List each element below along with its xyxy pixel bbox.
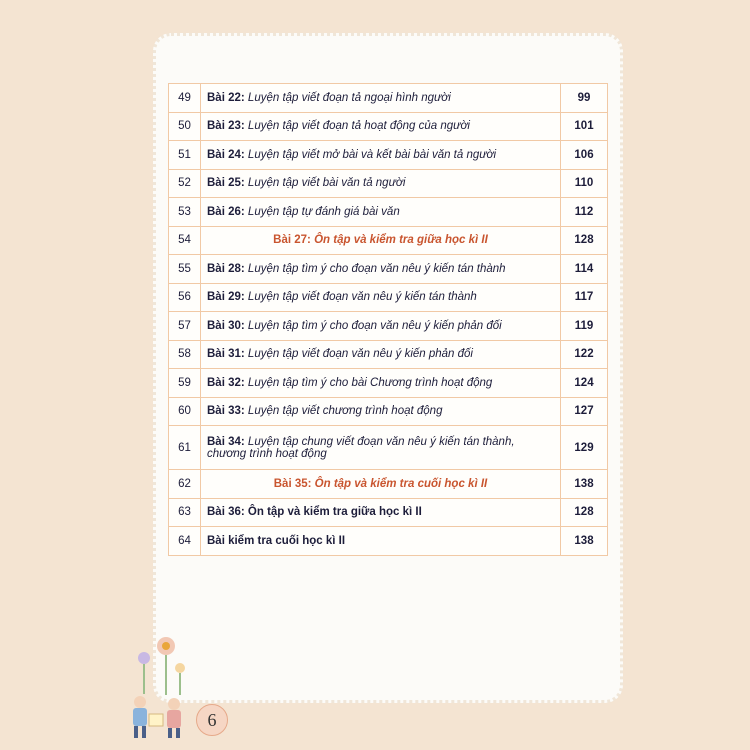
- lesson-title: Luyện tập viết mở bài và kết bài bài văn tả người: [247, 148, 497, 161]
- lesson-label: Bài 33:: [207, 405, 245, 418]
- lesson-label: Bài 23:: [207, 120, 245, 133]
- row-number: 55: [169, 255, 201, 284]
- row-page: 122: [561, 340, 608, 369]
- row-number: 63: [169, 498, 201, 527]
- row-content: [201, 498, 561, 527]
- row-content: [201, 312, 561, 341]
- row-number: 49: [169, 84, 201, 113]
- lesson-label: Bài 28:: [207, 262, 245, 275]
- lesson-title: Luyện tập viết bài văn tả người: [247, 177, 406, 190]
- lesson-title: Luyện tập tìm ý cho bài Chương trình hoạt động: [247, 376, 493, 389]
- lesson-title: Luyện tập tìm ý cho đoạn văn nêu ý kiến phản đối: [247, 319, 502, 332]
- row-number: 56: [169, 283, 201, 312]
- row-number: 60: [169, 397, 201, 426]
- lesson-label: Bài 30:: [207, 319, 245, 332]
- lesson-title: Ôn tập và kiểm tra giữa học kì II: [247, 506, 422, 519]
- lesson-label: Bài 35:: [273, 477, 312, 490]
- table-row: [169, 198, 608, 227]
- lesson-label: Bài 31:: [207, 348, 245, 361]
- row-content: [201, 84, 561, 113]
- row-page: 114: [561, 255, 608, 284]
- lesson-label: Bài 29:: [207, 291, 245, 304]
- table-row: [169, 397, 608, 426]
- row-page: 110: [561, 169, 608, 198]
- lesson-label: Bài 34:: [207, 435, 245, 448]
- row-content: [201, 340, 561, 369]
- row-number: 59: [169, 369, 201, 398]
- row-content: [201, 369, 561, 398]
- table-row: [169, 369, 608, 398]
- row-content: [201, 255, 561, 284]
- lesson-label: Bài 22:: [207, 91, 245, 104]
- row-content: [201, 470, 561, 499]
- row-page: 106: [561, 141, 608, 170]
- row-content: [201, 198, 561, 227]
- row-number: 50: [169, 112, 201, 141]
- lesson-label: Bài 26:: [207, 205, 245, 218]
- row-content: [201, 112, 561, 141]
- flower-icon: [138, 637, 185, 695]
- row-number: 57: [169, 312, 201, 341]
- row-page: 129: [561, 426, 608, 470]
- page-number: 6: [196, 704, 228, 736]
- lesson-title: Luyện tập tìm ý cho đoạn văn nêu ý kiến tán thành: [247, 262, 506, 275]
- row-page: 99: [561, 84, 608, 113]
- table-row: [169, 426, 608, 470]
- table-row: [169, 169, 608, 198]
- row-page: 117: [561, 283, 608, 312]
- lesson-label: Bài 25:: [207, 177, 245, 190]
- lesson-title: Ôn tập và kiểm tra cuối học kì II: [314, 477, 488, 490]
- row-content: [201, 527, 561, 556]
- lesson-label: Bài 36:: [207, 506, 245, 519]
- row-content: [201, 169, 561, 198]
- lesson-title: Luyện tập viết chương trình hoạt động: [247, 405, 443, 418]
- row-page: 138: [561, 470, 608, 499]
- row-content: [201, 426, 561, 470]
- lesson-title: Luyện tập viết đoạn tả ngoại hình người: [247, 91, 451, 104]
- lesson-label: Bài 27:: [273, 234, 311, 247]
- row-page: 124: [561, 369, 608, 398]
- row-content: [201, 283, 561, 312]
- table-row: [169, 498, 608, 527]
- row-page: 101: [561, 112, 608, 141]
- row-number: 51: [169, 141, 201, 170]
- table-row: [169, 255, 608, 284]
- row-number: 54: [169, 226, 201, 255]
- row-number: 53: [169, 198, 201, 227]
- row-page: 119: [561, 312, 608, 341]
- lesson-label: Bài 32:: [207, 376, 245, 389]
- lesson-title: Luyện tập tự đánh giá bài văn: [247, 205, 400, 218]
- table-row: [169, 470, 608, 499]
- row-content: [201, 141, 561, 170]
- row-number: 52: [169, 169, 201, 198]
- decorative-illustration: [118, 628, 198, 740]
- row-number: 62: [169, 470, 201, 499]
- table-row: [169, 283, 608, 312]
- table-row: [169, 527, 608, 556]
- row-page: 127: [561, 397, 608, 426]
- table-row: [169, 112, 608, 141]
- row-content: [201, 397, 561, 426]
- lesson-title: Ôn tập và kiểm tra giữa học kì II: [314, 234, 488, 247]
- children-icon: [133, 696, 181, 738]
- table-row: [169, 84, 608, 113]
- lesson-title: Luyện tập viết đoạn tả hoạt động của người: [247, 120, 470, 133]
- row-number: 58: [169, 340, 201, 369]
- table-of-contents: [168, 83, 608, 556]
- lesson-title: Luyện tập viết đoạn văn nêu ý kiến phản đối: [247, 348, 473, 361]
- table-row: [169, 340, 608, 369]
- row-page: 112: [561, 198, 608, 227]
- table-row: [169, 141, 608, 170]
- row-content: [201, 226, 561, 255]
- row-number: 64: [169, 527, 201, 556]
- table-row: [169, 312, 608, 341]
- row-number: 61: [169, 426, 201, 470]
- row-page: 138: [561, 527, 608, 556]
- lesson-title: Bài kiểm tra cuối học kì II: [207, 534, 346, 547]
- lesson-title: Luyện tập chung viết đoạn văn nêu ý kiến tán thành, chương trình hoạt động: [207, 435, 515, 460]
- row-page: 128: [561, 226, 608, 255]
- row-page: 128: [561, 498, 608, 527]
- lesson-label: Bài 24:: [207, 148, 245, 161]
- table-row: [169, 226, 608, 255]
- lesson-title: Luyện tập viết đoạn văn nêu ý kiến tán thành: [247, 291, 477, 304]
